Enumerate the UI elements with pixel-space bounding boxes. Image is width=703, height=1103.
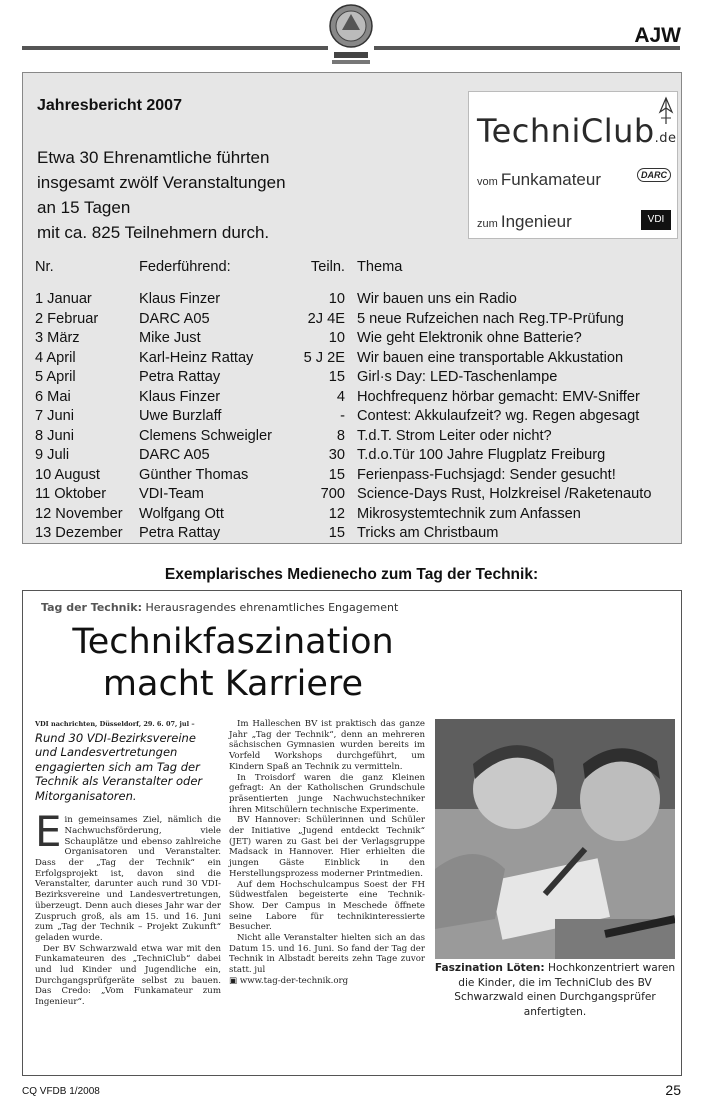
row-thema: Girl·s Day: LED-Taschenlampe	[357, 369, 558, 385]
row-thema: Contest: Akkulaufzeit? wg. Regen abgesagt	[357, 408, 640, 424]
col-nr: Nr.	[35, 259, 54, 275]
row-lead: Klaus Finzer	[139, 291, 221, 307]
caption-bold: Faszination Löten:	[434, 962, 545, 974]
row-thema: 5 neue Rufzeichen nach Reg.TP-Prüfung	[357, 310, 624, 327]
row-teiln: 12	[328, 505, 345, 522]
row-thema: T.d.o.Tür 100 Jahre Flugplatz Freiburg	[357, 447, 606, 463]
web-link[interactable]	[229, 976, 425, 987]
report-title: Jahresbericht 2007	[37, 97, 182, 114]
row-teiln: 8	[336, 427, 345, 444]
row-nr: 12 November	[35, 505, 123, 522]
footer-publication: CQ VFDB 1/2008	[22, 1086, 100, 1097]
table-row	[35, 350, 675, 370]
row-thema: Science-Days Rust, Holzkreisel /Raketenauto	[357, 486, 652, 502]
row-nr: 9 Juli	[35, 447, 70, 463]
headline-line: Technikfaszination	[72, 622, 394, 662]
article-headline	[23, 621, 443, 705]
page-number: 25	[665, 1082, 681, 1098]
table-row	[35, 525, 675, 545]
table-row	[35, 506, 675, 526]
row-nr: 13 Dezember	[35, 525, 123, 541]
row-nr: 7 Juni	[35, 408, 74, 424]
vdi-logo: VDI	[641, 210, 671, 230]
row-lead: Petra Rattay	[139, 525, 221, 541]
article-column-1	[35, 719, 221, 1008]
kicker-text: Herausragendes ehrenamtliches Engagement	[145, 601, 399, 614]
row-lead: Karl-Heinz Rattay	[139, 349, 254, 366]
annual-report-box	[22, 72, 682, 544]
club-seal-logo	[328, 0, 374, 68]
report-summary	[37, 145, 286, 245]
article-kicker	[41, 601, 398, 614]
table-row	[35, 408, 675, 428]
logo-line3-pre: zum	[477, 218, 498, 230]
row-thema: Hochfrequenz hörbar gemacht: EMV-Sniffer	[357, 388, 640, 405]
row-lead: Clemens Schweigler	[139, 427, 273, 444]
newspaper-clipping	[22, 590, 682, 1076]
row-lead: Günther Thomas	[139, 466, 249, 483]
row-thema: Wie geht Elektronik ohne Batterie?	[357, 330, 582, 346]
row-lead: Mike Just	[139, 330, 201, 346]
row-thema: Wir bauen eine transportable Akkustation	[357, 349, 624, 366]
row-lead: VDI-Team	[139, 486, 204, 502]
header-rule-left	[22, 46, 328, 50]
row-nr: 2 Februar	[35, 310, 99, 327]
row-thema: Ferienpass-Fuchsjagd: Sender gesucht!	[357, 466, 616, 483]
paragraph-text: in gemeinsames Ziel, nämlich die Nachwuchsförderung, viele Schauplätze und ebenso zahlreiche Organisatoren und Veranstalter. Dass der „Tag der Technik“ ein Erfolgsprojekt ist, davon sind die Veranstalter, darunter auch rund 30 VDI-Bezirksvereine und Landesvertretungen, überzeugt. Denn auch dieses Jahr war der Zuspruch groß, als am 15. und 16. Juni zum „Tag der Technik – Projekt Zukunft“ geladen wurde.	[35, 815, 221, 943]
soldering-photo	[435, 719, 675, 959]
techniclub-logo	[468, 91, 678, 239]
row-nr: 1 Januar	[35, 291, 92, 307]
row-lead: Petra Rattay	[139, 369, 221, 385]
row-teiln: 5 J 2E	[303, 349, 345, 366]
row-teiln: 2J 4E	[307, 310, 345, 327]
dateline: VDI nachrichten, Düsseldorf, 29. 6. 07, jul –	[35, 720, 195, 728]
col-teiln: Teiln.	[310, 259, 345, 275]
row-teiln: -	[340, 408, 345, 424]
row-nr: 6 Mai	[35, 388, 71, 405]
logo-line2: Funkamateur	[500, 170, 602, 189]
paragraph: Nicht alle Veranstalter hielten sich an das Datum 15. und 16. Juni. So fand der Tag der Technik in Albstadt bereits zehn Tage zuvor statt. jul	[229, 933, 425, 976]
article-lead: Rund 30 VDI-Bezirksvereine und Landesvertretungen engagierten sich am Tag der Technik als Veranstalter oder Mitorganisatoren.	[35, 730, 203, 803]
row-nr: 3 März	[35, 330, 80, 346]
row-thema: Mikrosystemtechnik zum Anfassen	[357, 505, 581, 522]
globe-icon: ▣	[229, 975, 238, 986]
table-row	[35, 330, 675, 350]
brand-name: TechniClub	[477, 112, 655, 150]
logo-line-funkamateur	[477, 170, 601, 190]
row-teiln: 15	[328, 525, 345, 541]
table-header	[35, 259, 675, 291]
web-link-text: www.tag-der-technik.org	[239, 975, 349, 986]
logo-line-ingenieur	[477, 212, 572, 232]
row-teiln: 700	[320, 486, 345, 502]
row-lead: Klaus Finzer	[139, 388, 221, 405]
table-row	[35, 486, 675, 506]
headline-line: macht Karriere	[102, 664, 364, 704]
row-teiln: 4	[336, 388, 345, 405]
row-lead: Uwe Burzlaff	[139, 408, 222, 424]
paragraph: Auf dem Hochschulcampus Soest der FH Südwestfalen begeisterte eine Technik-Show. Der Campus in Meschede öffnete seine Labore für technikinteressierte Besucher.	[229, 879, 425, 933]
row-nr: 8 Juni	[35, 427, 74, 444]
row-thema: Wir bauen uns ein Radio	[357, 291, 517, 307]
logo-line3: Ingenieur	[500, 212, 572, 231]
row-thema: T.d.T. Strom Leiter oder nicht?	[357, 427, 552, 444]
summary-line: an 15 Tagen	[37, 198, 131, 217]
col-thema: Thema	[357, 259, 403, 275]
brand-suffix: .de	[654, 131, 677, 146]
techniclub-brand	[477, 112, 677, 150]
row-lead: DARC A05	[139, 447, 210, 463]
photo-illustration	[435, 719, 675, 959]
row-nr: 10 August	[35, 466, 100, 483]
darc-logo: DARC	[637, 168, 671, 182]
row-nr: 5 April	[35, 369, 76, 385]
row-nr: 4 April	[35, 349, 76, 366]
dropcap: E	[35, 807, 62, 857]
row-teiln: 10	[328, 330, 345, 346]
paragraph: BV Hannover: Schülerinnen und Schüler der Initiative „Jugend entdeckt Technik“ (JET) waren zu Gast bei der Verlagsgruppe Madsack in Hannover. Hier erhielten die jungen Gäste Einblick in den Herstellungsprozess moderner Printmedien.	[229, 815, 425, 879]
media-heading: Exemplarisches Medienecho zum Tag der Technik:	[164, 566, 539, 583]
table-row	[35, 291, 675, 311]
summary-line: insgesamt zwölf Veranstaltungen	[37, 173, 286, 192]
row-teiln: 30	[328, 447, 345, 463]
events-table	[35, 259, 675, 545]
col-lead: Federführend:	[139, 259, 231, 275]
row-teiln: 15	[328, 369, 345, 385]
row-lead: Wolfgang Ott	[139, 505, 224, 522]
row-thema: Tricks am Christbaum	[357, 525, 499, 541]
paragraph: Der BV Schwarzwald etwa war mit den Funkamateuren des „TechniClub“ dabei und lud Kinder und Jugendliche ein, Durchgangsprüfgeräte selbst zu bauen. Das Credo: „Vom Funkamateur zum Ingenieur“.	[35, 943, 221, 1008]
table-row	[35, 311, 675, 331]
section-tag: AJW	[634, 24, 681, 47]
logo-line2-pre: vom	[477, 176, 498, 188]
row-teiln: 10	[328, 291, 345, 307]
table-row	[35, 447, 675, 467]
row-lead: DARC A05	[139, 310, 210, 327]
paragraph	[35, 807, 221, 943]
table-row	[35, 369, 675, 389]
paragraph: Im Halleschen BV ist praktisch das ganze Jahr „Tag der Technik“, denn an mehreren sächsischen Gymnasien wurden bereits im Vorfeld Workshops durchgeführt, um Kindern Spaß an Technik zu vermitteln.	[229, 719, 425, 772]
summary-line: Etwa 30 Ehrenamtliche führten	[37, 148, 270, 167]
paragraph: In Troisdorf waren die ganz Kleinen gefragt: An der Katholischen Grundschule präsentierten junge Nachwuchstechniker ihren Mitschülern technische Experimente.	[229, 772, 425, 815]
table-row	[35, 389, 675, 409]
table-row	[35, 428, 675, 448]
summary-line: mit ca. 825 Teilnehmern durch.	[37, 223, 270, 242]
caption-text: Hochkonzentriert waren die Kinder, die im TechniClub des BV Schwarzwald einen Durchgangsprüfer anfertigten.	[454, 962, 676, 1018]
row-teiln: 15	[328, 466, 345, 483]
table-row	[35, 467, 675, 487]
photo-caption	[433, 961, 677, 1019]
article-column-2	[229, 719, 425, 987]
kicker-bold: Tag der Technik:	[41, 601, 142, 614]
row-nr: 11 Oktober	[35, 486, 107, 502]
